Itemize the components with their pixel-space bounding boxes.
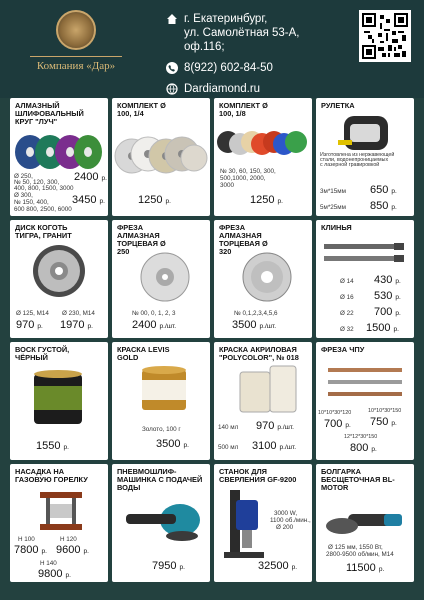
price-value: 2400 (74, 171, 99, 183)
acrylic-paint-image (236, 362, 300, 416)
tape-measure-image (338, 112, 398, 154)
paint-can-image (138, 364, 190, 416)
spec: № 30, 60, 150, 300, (220, 168, 276, 175)
price-unit: р. (395, 310, 401, 317)
address-line-3: оф.116; (184, 41, 225, 53)
spec: 400, 800, 1500, 3000 (14, 185, 74, 192)
price-value: 970 (256, 420, 275, 432)
price-unit: р. (165, 198, 171, 205)
price-unit: р. (179, 564, 185, 571)
price (232, 319, 276, 331)
spec: 2800-9500 об/мин, М14 (326, 551, 394, 558)
spec: 600 800, 2500, 6000 (14, 206, 72, 213)
product-title: БОЛГАРКА БЕСЩЕТОЧНАЯ BL-MOTOR (321, 467, 395, 492)
product-title: НАСАДКА НА ГАЗОВУЮ ГОРЕЛКУ (15, 467, 88, 484)
price-unit: р. (393, 326, 399, 333)
cnc-mills-image (322, 362, 408, 406)
price-value: 32500 (258, 560, 289, 572)
price (72, 194, 105, 206)
price-unit: р./шт. (159, 323, 177, 330)
face-mill-image (242, 252, 292, 302)
price-unit: р. (291, 564, 298, 571)
spec: 3м*15мм (320, 188, 346, 195)
price-value: 750 (370, 416, 389, 428)
price (374, 274, 401, 286)
price-value: 430 (374, 274, 393, 286)
spec: с лазерной гравировкой (320, 162, 380, 168)
spec: 1100 об./мин., (270, 517, 311, 524)
price-value: 7950 (152, 560, 177, 572)
price-value: 970 (16, 319, 35, 331)
product-title: КРАСКА АКРИЛОВАЯ "POLYCOLOR", № 018 (219, 345, 299, 362)
price-unit: р. (395, 278, 401, 285)
price-unit: р. (378, 566, 385, 573)
price-value: 530 (374, 290, 393, 302)
price-value: 3500 (156, 438, 181, 450)
spec: 3000 W, (274, 510, 298, 517)
spec: Ø 250, (14, 173, 33, 180)
address-line-1: г. Екатеринбург, (184, 13, 268, 25)
spec: Ø 230, М14 (62, 310, 95, 317)
spec: 10*10*30*150 (368, 408, 402, 414)
phone-icon (166, 62, 178, 74)
price (374, 306, 401, 318)
product-card[interactable] (10, 220, 108, 338)
price (38, 568, 71, 580)
color-pads-image (216, 122, 310, 162)
price (370, 200, 397, 212)
spec: Ø 14 (340, 278, 354, 285)
price-value: 11500 (346, 562, 376, 574)
spec: № 00, 0, 1, 2, 3 (132, 310, 176, 317)
product-card[interactable] (214, 220, 312, 338)
drilling-machine-image (220, 486, 268, 560)
globe-icon (166, 83, 178, 95)
spec: 10*10*30*120 (318, 410, 352, 416)
price-unit: р. (183, 442, 189, 449)
price-value: 650 (370, 184, 389, 196)
price-unit: р. (391, 188, 397, 195)
angle-grinder-image (324, 500, 406, 540)
price (250, 194, 283, 206)
spec: Ø 125, М14 (16, 310, 49, 317)
wax-can-image (28, 368, 88, 428)
price (324, 418, 351, 430)
company-name: Компания «Дар» (36, 60, 116, 72)
price-unit: р. (63, 444, 69, 451)
product-card[interactable] (112, 220, 210, 338)
spec: H 120 (60, 536, 77, 543)
pneumatic-grinder-image (122, 496, 204, 548)
site-link[interactable]: Dardiamond.ru (184, 83, 261, 95)
product-title: КОМПЛЕКТ Ø 100, 1/8 (219, 101, 268, 118)
price-value: 9800 (38, 568, 63, 580)
spec: H 100 (18, 536, 35, 543)
price (36, 440, 69, 452)
spec: Ø 200 (276, 524, 294, 531)
product-title: СТАНОК ДЛЯ СВЕРЛЕНИЯ GF-9200 (219, 467, 297, 484)
spec: 12*12*30*150 (344, 434, 378, 440)
price (14, 544, 47, 556)
product-title: КЛИНЬЯ (321, 223, 352, 232)
price-value: 850 (370, 200, 389, 212)
price-unit: р. (65, 572, 71, 579)
product-card[interactable] (214, 98, 312, 216)
price-unit: р. (391, 420, 397, 427)
price-unit: р. (37, 323, 43, 330)
price-value: 1250 (138, 194, 163, 206)
price-value: 3100 (252, 440, 277, 452)
face-mill-image (140, 252, 190, 302)
spec: 5м*25мм (320, 204, 346, 211)
product-card[interactable] (10, 464, 108, 582)
price (56, 544, 89, 556)
product-title: РУЛЕТКА (321, 101, 355, 110)
product-card[interactable] (112, 98, 210, 216)
spec: Изготовлена из нержавеющей (320, 152, 395, 158)
product-card[interactable] (316, 98, 414, 216)
product-card[interactable] (10, 342, 108, 460)
phone-link[interactable]: 8(922) 602-84-50 (184, 62, 273, 74)
company-logo (26, 10, 126, 90)
spec: стали, водонепроницаемых (320, 157, 389, 163)
price-value: 3500 (232, 319, 257, 331)
price (132, 319, 176, 331)
product-title: ВОСК ГУСТОЙ, ЧЁРНЫЙ (15, 345, 70, 362)
price-unit: р. (277, 198, 283, 205)
saw-disc-image (32, 244, 86, 298)
price (370, 416, 397, 428)
price (138, 194, 171, 206)
wedges-image (322, 240, 408, 268)
product-title: КОМПЛЕКТ Ø 100, 1/4 (117, 101, 166, 118)
price-value: 1970 (60, 319, 85, 331)
spec: № 50, 120, 300, (14, 179, 60, 186)
price (346, 562, 384, 574)
product-title: ФРЕЗА ЧПУ (321, 345, 365, 354)
product-title: АЛМАЗНЫЙ ШЛИФОВАЛЬНЫЙ КРУГ "ЛУЧ" (15, 101, 84, 126)
product-card[interactable] (214, 464, 312, 582)
product-card[interactable] (112, 342, 210, 460)
product-title: КРАСКА LEVIS GOLD (117, 345, 170, 362)
price (366, 322, 399, 334)
qr-code[interactable] (359, 10, 411, 62)
price-unit: р. (101, 175, 107, 182)
price-unit: р. (395, 294, 401, 301)
product-title: ПНЕВМОШЛИФ-МАШИНКА С ПОДАЧЕЙ ВОДЫ (117, 467, 203, 492)
spec: Ø 16 (340, 294, 354, 301)
price-unit: р./шт. (277, 424, 294, 431)
spec: № 0,1,2,3,4,5,6 (234, 310, 278, 317)
price-value: 700 (374, 306, 393, 318)
spec: H 140 (40, 560, 57, 567)
price-value: 1500 (366, 322, 391, 334)
price-value: 800 (350, 442, 369, 454)
product-title: ФРЕЗА АЛМАЗНАЯ ТОРЦЕВАЯ Ø 250 (117, 223, 166, 256)
header (0, 0, 424, 98)
price-unit: р./шт. (259, 323, 277, 330)
home-icon (166, 13, 178, 25)
price-value: 700 (324, 418, 343, 430)
price-value: 3450 (72, 194, 97, 206)
price-value: 2400 (132, 319, 157, 331)
product-card[interactable] (214, 342, 312, 460)
price-unit: р. (391, 204, 397, 211)
spec: Ø 300, (14, 192, 33, 199)
product-title: ДИСК КОГОТЬ ТИГРА, ГРАНИТ (15, 223, 72, 240)
price (152, 560, 185, 572)
spec: Ø 22 (340, 310, 354, 317)
grinding-discs-image (14, 132, 102, 170)
price-unit: р. (87, 323, 93, 330)
spec: 500 мл (218, 444, 239, 451)
polishing-pads-image (114, 124, 208, 186)
price-unit: р. (41, 548, 47, 555)
spec: 500,1000, 2000, (220, 175, 266, 182)
price-value: 1550 (36, 440, 61, 452)
emblem-icon (56, 10, 96, 50)
price (60, 319, 93, 331)
price-value: 9600 (56, 544, 81, 556)
product-title: ФРЕЗА АЛМАЗНАЯ ТОРЦЕВАЯ Ø 320 (219, 223, 268, 256)
contact-block (166, 12, 346, 103)
price (156, 438, 189, 450)
product-card[interactable] (316, 342, 414, 460)
product-card[interactable] (10, 98, 108, 216)
price (256, 420, 294, 432)
price (252, 440, 296, 452)
product-card[interactable] (316, 464, 414, 582)
price (370, 184, 397, 196)
price (16, 319, 43, 331)
price (350, 442, 377, 454)
price-value: 7800 (14, 544, 39, 556)
spec: Ø 32 (340, 326, 354, 333)
price-unit: р./шт. (279, 444, 297, 451)
price (258, 560, 297, 572)
price-unit: р. (345, 422, 351, 429)
spec: 140 мл (218, 424, 239, 431)
spec: 3000 (220, 182, 235, 189)
spec: Ø 125 мм, 1550 Вт, (328, 544, 383, 551)
spec: Золото, 100 г (142, 426, 181, 433)
price-unit: р. (99, 198, 105, 205)
torch-attachment-image (36, 488, 86, 534)
price-value: 1250 (250, 194, 275, 206)
address-line-2: ул. Самолётная 53-А, (184, 27, 300, 39)
price (374, 290, 401, 302)
product-card[interactable] (112, 464, 210, 582)
price (74, 171, 107, 183)
spec: № 150, 400, (14, 199, 49, 206)
price-unit: р. (371, 446, 377, 453)
product-card[interactable] (316, 220, 414, 338)
price-unit: р. (83, 548, 89, 555)
